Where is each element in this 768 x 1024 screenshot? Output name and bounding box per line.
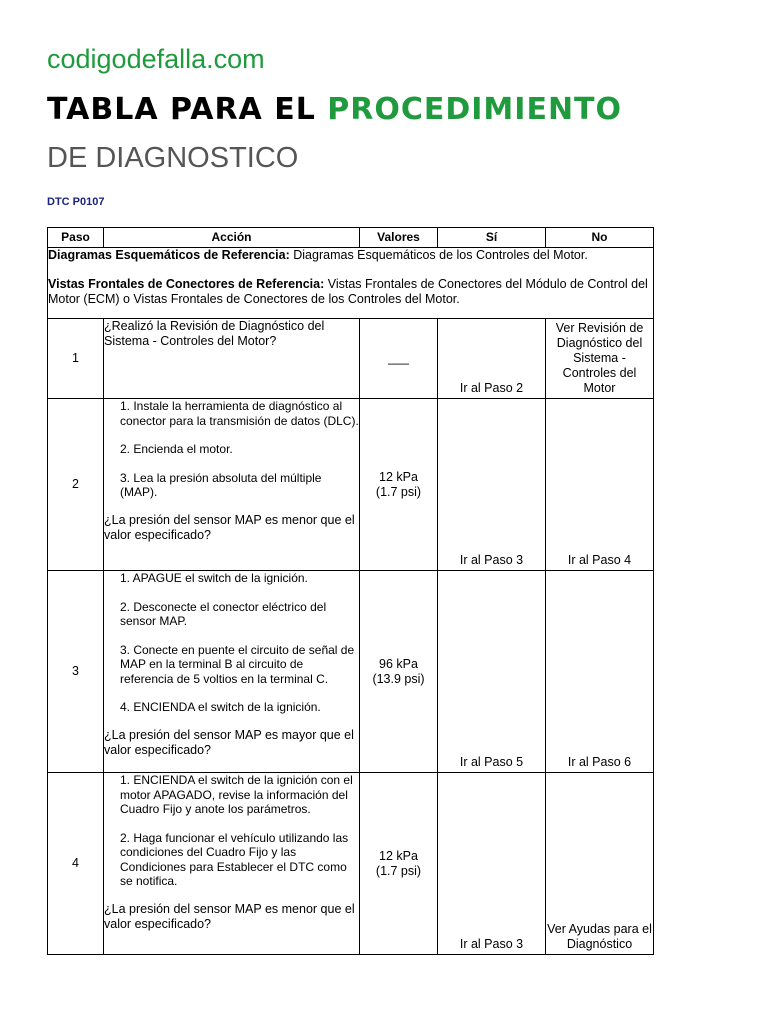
page-title <box>47 92 622 127</box>
step-item: 3. Conecte en puente el circuito de señal de MAP en la terminal B al circuito de referencia de 5 voltios en la terminal C. <box>120 642 355 686</box>
step-yes: Ir al Paso 5 <box>438 571 546 773</box>
step-value <box>360 399 438 571</box>
step-yes: Ir al Paso 3 <box>438 399 546 571</box>
step-question: ¿La presión del sensor MAP es menor que el valor especificado? <box>104 901 355 931</box>
table-row <box>48 319 654 399</box>
dtc-code: DTC P0107 <box>47 196 105 208</box>
step-number: 1 <box>48 319 104 399</box>
reference-schematics-text: Diagramas Esquemáticos de los Controles del Motor. <box>289 248 588 262</box>
value-imperial: (1.7 psi) <box>375 863 422 878</box>
step-question: ¿La presión del sensor MAP es menor que el valor especificado? <box>104 512 355 542</box>
value-metric: 96 kPa <box>379 656 418 671</box>
step-action <box>104 773 360 955</box>
step-item: 1. ENCIENDA el switch de la ignición con el motor APAGADO, revise la información del Cuadro Fijo y anote los parámetros. <box>120 773 353 816</box>
site-name: codigodefalla.com <box>47 44 265 74</box>
step-value: ___ <box>360 319 438 399</box>
header-valores: Valores <box>360 228 438 248</box>
header-no: No <box>546 228 654 248</box>
title-part-1: TABLA PARA EL <box>47 92 328 127</box>
step-item: 1. APAGUE el switch de la ignición. <box>120 571 308 585</box>
header-accion: Acción <box>104 228 360 248</box>
step-number: 2 <box>48 399 104 571</box>
title-part-highlight: PROCEDIMIENTO <box>327 92 623 127</box>
value-imperial: (13.9 psi) <box>372 671 425 686</box>
step-question: ¿La presión del sensor MAP es mayor que el valor especificado? <box>104 727 354 757</box>
reference-connectors <box>48 277 653 307</box>
step-no: Ir al Paso 4 <box>546 399 654 571</box>
diagnostic-table <box>47 227 654 955</box>
step-value <box>360 773 438 955</box>
table-row <box>48 399 654 571</box>
reference-schematics-label: Diagramas Esquemáticos de Referencia: <box>48 248 290 262</box>
step-no: Ver Revisión de Diagnóstico del Sistema - Controles del Motor <box>546 319 654 399</box>
reference-connectors-text: Vistas Frontales de Conectores del Módulo de Control del Motor (ECM) o Vistas Frontales de Conectores de los Controles del Motor. <box>48 277 648 306</box>
page-subtitle: DE DIAGNOSTICO <box>47 142 299 174</box>
step-no: Ir al Paso 6 <box>546 571 654 773</box>
step-question: ¿Realizó la Revisión de Diagnóstico del Sistema - Controles del Motor? <box>104 319 325 348</box>
reference-row <box>48 248 654 319</box>
step-item: 1. Instale la herramienta de diagnóstico al conector para la transmisión de datos (DLC). <box>120 399 359 428</box>
table-header-row <box>48 228 654 248</box>
step-item: 4. ENCIENDA el switch de la ignición. <box>120 700 321 714</box>
reference-cell <box>48 248 654 319</box>
header-paso: Paso <box>48 228 104 248</box>
step-item: 2. Haga funcionar el vehículo utilizando las condiciones del Cuadro Fijo y las Condiciones para Establecer el DTC como se notifica. <box>120 830 349 888</box>
step-item: 2. Encienda el motor. <box>120 442 233 456</box>
value-metric: 12 kPa <box>379 469 418 484</box>
step-action <box>104 399 360 571</box>
step-item: 2. Desconecte el conector eléctrico del sensor MAP. <box>120 599 327 628</box>
reference-connectors-label: Vistas Frontales de Conectores de Referencia: <box>48 277 325 291</box>
header-si: Sí <box>438 228 546 248</box>
table-row <box>48 773 654 955</box>
value-imperial: (1.7 psi) <box>375 484 422 499</box>
step-item: 3. Lea la presión absoluta del múltiple (MAP). <box>120 470 322 499</box>
step-no: Ver Ayudas para el Diagnóstico <box>546 773 654 955</box>
reference-schematics <box>48 248 653 263</box>
step-yes: Ir al Paso 2 <box>438 319 546 399</box>
step-number: 3 <box>48 571 104 773</box>
value-metric: 12 kPa <box>379 848 418 863</box>
step-value <box>360 571 438 773</box>
step-number: 4 <box>48 773 104 955</box>
step-action <box>104 319 360 399</box>
step-yes: Ir al Paso 3 <box>438 773 546 955</box>
table-row <box>48 571 654 773</box>
step-action <box>104 571 360 773</box>
